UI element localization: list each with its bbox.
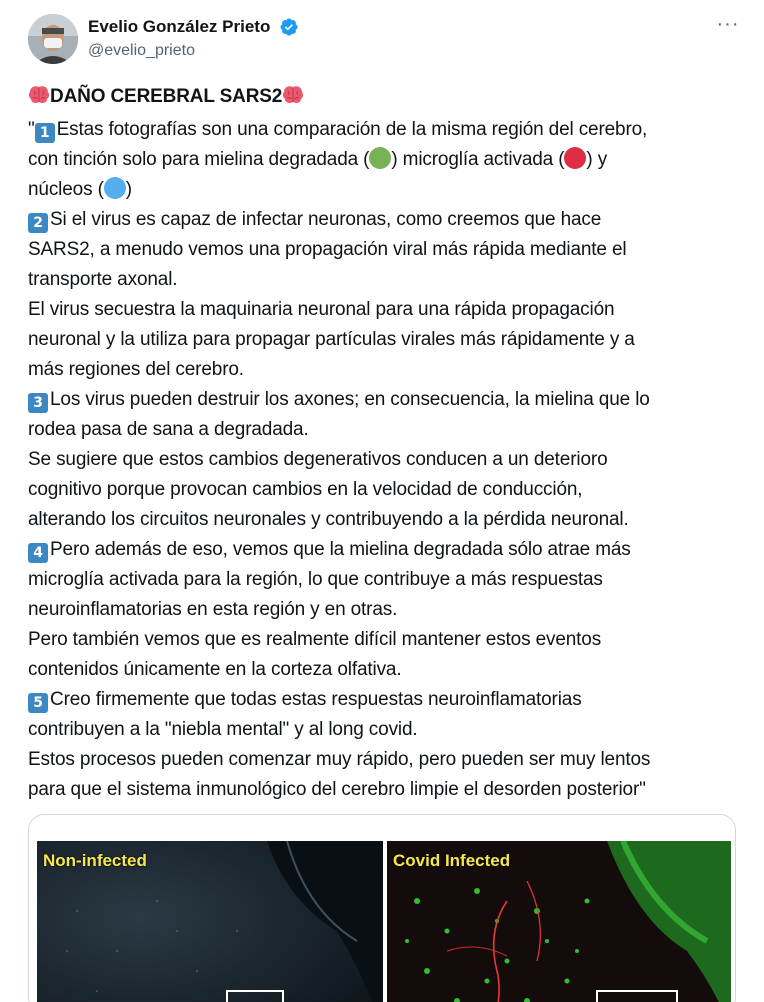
text-line: Se sugiere que estos cambios degenerativos conducen a un deterioro [28,449,608,470]
text-line: El virus secuestra la maquinaria neuronal para una rápida propagación [28,299,615,320]
red-circle-icon [564,147,586,169]
text-line: núcleos ( ) [28,179,132,200]
more-options-icon[interactable]: ··· [716,13,740,35]
author-name[interactable]: Evelio González Prieto [88,17,271,36]
non-infected-label: Non-infected [43,851,147,870]
text-line: cognitivo porque provocan cambios en la velocidad de conducción, [28,479,583,500]
text-line: con tinción solo para mielina degradada ( ) microglía activada ( ) y [28,149,608,170]
text-line: Pero también vemos que es realmente difícil mantener estos eventos [28,629,602,650]
text-line: neuroinflamatorias en esta región y en otras. [28,599,398,620]
text-line: alterando los circuitos neuronales y contribuyendo a la pérdida neuronal. [28,509,629,530]
author-handle[interactable]: @evelio_prieto [88,42,195,59]
keycap-5-icon: 5 [28,693,48,713]
text-line: " 1 Estas fotografías son una comparación de la misma región del cerebro, [28,119,648,141]
covid-infected-label: Covid Infected [393,851,511,870]
tweet-title-line [28,82,748,115]
tweet-title: DAÑO CEREBRAL SARS2 [50,86,283,107]
tweet-header [28,14,744,66]
blue-circle-icon [104,177,126,199]
text-line: 2 Si el virus es capaz de infectar neuronas, como creemos que hace [28,205,748,235]
text-line: 4 Pero además de eso, vemos que la mielina degradada sólo atrae más [28,535,748,565]
brain-emoji-icon [28,85,50,115]
text-line: 3 Los virus pueden destruir los axones; en consecuencia, la mielina que lo [28,385,748,415]
brain-emoji-icon [282,85,304,115]
green-circle-icon [369,147,391,169]
verified-badge-icon [279,17,299,37]
text-line: transporte axonal. [28,269,178,290]
covid-infected-image[interactable] [387,841,731,1002]
text-line: Estos procesos pueden comenzar muy rápido, pero pueden ser muy lentos [28,749,651,770]
text-line: para que el sistema inmunológico del cerebro limpie el desorden posterior" [28,779,646,800]
text-line: contenidos únicamente en la corteza olfativa. [28,659,402,680]
keycap-3-icon: 3 [28,393,48,413]
avatar[interactable] [28,14,78,64]
text-line: SARS2, a menudo vemos una propagación viral más rápida mediante el [28,239,627,260]
tweet-text [28,82,748,805]
keycap-2-icon: 2 [28,213,48,233]
text-line: neuronal y la utiliza para propagar partículas virales más rápidamente y a [28,329,635,350]
text-line: rodea pasa de sana a degradada. [28,419,309,440]
non-infected-image[interactable] [37,841,383,1002]
text-line: contribuyen a la "niebla mental" y al long covid. [28,719,418,740]
keycap-4-icon: 4 [28,543,48,563]
text-line: microglía activada para la región, lo que contribuye a más respuestas [28,569,603,590]
tweet-media[interactable] [28,814,736,1002]
text-line: más regiones del cerebro. [28,359,244,380]
text-line: 5 Creo firmemente que todas estas respuestas neuroinflamatorias [28,685,748,715]
keycap-1-icon: 1 [35,123,55,143]
